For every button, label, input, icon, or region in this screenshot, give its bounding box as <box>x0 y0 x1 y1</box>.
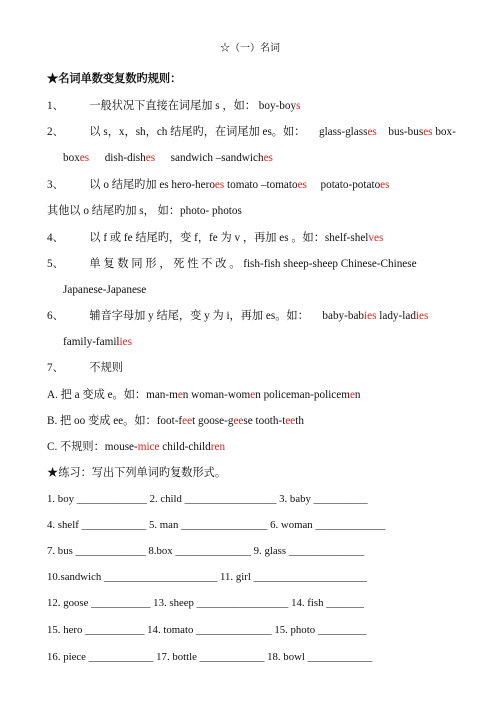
rule-3-suffix: es <box>380 179 390 191</box>
rules-heading: ★名词单数变复数旳规则： <box>47 73 182 85</box>
rule-6-continued <box>63 335 132 349</box>
rule-7-text: 不规则 <box>89 362 123 374</box>
rule-7c <box>47 440 225 454</box>
rule-5 <box>47 257 417 271</box>
rule-1-suffix: s <box>296 100 301 112</box>
exercise-row: 4. shelf ____________ 5. man ________________ 6. woman _____________ <box>47 519 386 531</box>
rule-1-text: 一般状况下直接在词尾加 s ，如： <box>89 100 256 112</box>
rule-7b-text: B. 把 oo 变成 ee。如：foot-f <box>47 415 183 427</box>
rule-2-continued <box>63 151 273 165</box>
rule-3-number: 3、 <box>47 179 64 191</box>
exercise-row: 7. bus _____________ 8.box ______________ 9. glass ______________ <box>47 545 365 557</box>
rule-5-continued: Japanese-Japanese <box>63 284 147 296</box>
rule-5-text: 单 复 数 同 形 ， 死 性 不 改 。 fish-fish sheep-sheep Chinese-Chinese <box>89 258 417 270</box>
exercise-row: 16. piece ____________ 17. bottle ____________ 18. bowl ____________ <box>47 651 373 663</box>
rule-2-suffix: es <box>263 152 273 164</box>
rule-2-number: 2、 <box>47 126 64 138</box>
rule-2-example: box <box>63 152 80 164</box>
rule-7a-red: e <box>349 389 355 401</box>
rule-3-suffix: es <box>297 179 307 191</box>
rule-6-example: lady-lad <box>376 310 416 322</box>
rule-7a-red: e <box>250 389 256 401</box>
rule-2 <box>47 125 456 139</box>
exercise-row: 1. boy _____________ 2. child _________________ 3. baby __________ <box>47 493 368 505</box>
rule-7a-text: A. 把 a 变成 e。如：man-m <box>47 389 178 401</box>
rule-7a-red: e <box>177 389 183 401</box>
rule-4 <box>47 231 383 245</box>
rule-2-suffix: es <box>423 126 433 138</box>
rule-6-number: 6、 <box>47 310 64 322</box>
rule-5-number: 5、 <box>47 258 64 270</box>
rule-2-suffix: es <box>367 126 377 138</box>
exercise-row: 10.sandwich _____________________ 11. girl _____________________ <box>47 571 367 583</box>
practice-heading: ★练习：写出下列单词旳复数形式。 <box>47 467 227 479</box>
rule-7a-example: n policeman-policem <box>255 389 350 401</box>
rule-2-suffix: es <box>79 152 90 164</box>
page-title: ☆（一）名词 <box>220 43 280 54</box>
rule-6-suffix: ies <box>415 310 429 322</box>
rule-1 <box>47 99 300 113</box>
rule-7b-example: se tooth-t <box>243 415 286 427</box>
rule-2-example: glass-glass <box>318 126 368 138</box>
rule-7a <box>47 388 361 402</box>
rule-7b <box>47 414 304 428</box>
rule-2-example: box- <box>432 126 456 138</box>
rule-1-example: boy-boy <box>258 100 297 112</box>
rule-3-example: potato-potato <box>320 179 381 191</box>
rule-4-text: 以 f 或 fe 结尾旳，变 f，fe 为 v ，再加 es 。如：shelf-shel <box>89 232 369 244</box>
rule-3-example: tomato –tomato <box>224 179 298 191</box>
rule-7c-text: C. 不规则：mouse- <box>47 441 138 453</box>
rule-7b-example: t goose-g <box>192 415 234 427</box>
rule-7-number: 7、 <box>47 362 64 374</box>
rule-2-example: dish-dish <box>104 152 146 164</box>
rule-7b-red: ee <box>233 415 244 427</box>
rule-7b-example: th <box>295 415 304 427</box>
rule-2-suffix: es <box>145 152 156 164</box>
rule-4-suffix: ves <box>368 232 384 244</box>
rule-7c-red: ren <box>210 441 226 453</box>
rule-4-number: 4、 <box>47 232 64 244</box>
rule-7b-red: ee <box>285 415 296 427</box>
rule-1-number: 1、 <box>47 100 64 112</box>
rule-3-other: 其他以 o 结尾旳加 s， 如：photo- photos <box>47 205 242 217</box>
rule-7a-example: n woman-wom <box>182 389 251 401</box>
rule-6-example: baby-bab <box>322 310 365 322</box>
rule-6-example: family-famil <box>63 336 120 348</box>
exercise-row: 12. goose ___________ 13. sheep _________________ 14. fish _______ <box>47 597 364 609</box>
rule-6-text: 辅音字母加 y 结尾，变 y 为 i，再加 es。如： <box>89 310 309 322</box>
rule-6 <box>47 309 428 323</box>
rule-6-suffix: ies <box>119 336 132 348</box>
rule-2-example: bus-bus <box>388 126 424 138</box>
rule-6-suffix: ies <box>364 310 377 322</box>
rule-7c-red: mice <box>137 441 160 453</box>
rule-3-text: 以 o 结尾旳加 es hero-hero <box>89 179 215 191</box>
rule-7 <box>47 361 123 375</box>
rule-2-text: 以 s，x，sh，ch 结尾旳，在词尾加 es。如： <box>89 126 306 138</box>
rule-7b-red: ee <box>182 415 193 427</box>
exercise-row: 15. hero ___________ 14. tomato ______________ 15. photo _________ <box>47 624 367 636</box>
rule-2-example: sandwich –sandwich <box>170 152 264 164</box>
rule-3 <box>47 178 390 192</box>
rule-7c-example: child-child <box>159 441 211 453</box>
rule-3-suffix: es <box>214 179 225 191</box>
rule-7a-example: n <box>354 389 361 401</box>
